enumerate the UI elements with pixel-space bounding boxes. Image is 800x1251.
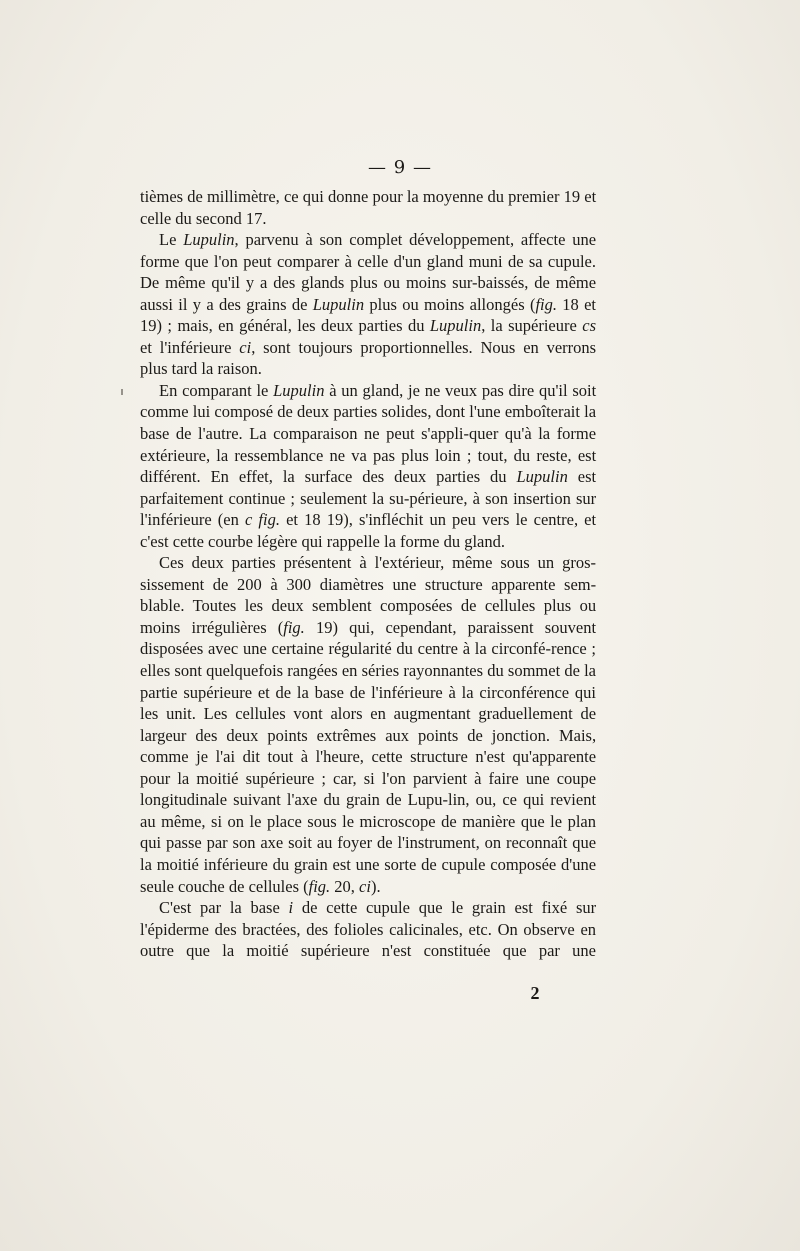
signature-mark: 2 <box>530 983 540 1003</box>
page-number: — 9 — <box>368 157 432 178</box>
paragraph-3: En comparant le Lupulin à un gland, je ne veux pas dire qu'il soit comme lui composé de deux parties solides, dont l'une emboîterait la base de l'autre. La comparaison ne peut s'appli-quer qu'à la forme extérieure, la ressemblance ne va pas plus loin ; tout, du reste, est différent. En effet, la surface des deux parties du Lupulin est parfaitement continue ; seulement la su-périeure, à son insertion sur l'inférieure (en c fig. et 18 19), s'infléchit un peu vers le centre, et c'est cette courbe légère qui rappelle la forme du gland. <box>140 380 597 551</box>
paragraph-2: Le Lupulin, parvenu à son complet développement, affecte une forme que l'on peut comparer à celle d'un gland muni de sa cupule. De même qu'il y a des glands plus ou moins sur-baissés, de même aussi il y a des grains de Lupulin plus ou moins allongés (fig. 18 et 19) ; mais, en général, les deux parties du Lupulin, la supérieure cs et l'inférieure ci, sont toujours proportionnelles. Nous en verrons plus tard la raison. <box>140 230 597 379</box>
paragraph-1: tièmes de millimètre, ce qui donne pour la moyenne du premier 19 et celle du second 17. <box>140 187 597 228</box>
paragraph-4: Ces deux parties présentent à l'extérieur, même sous un gros-sissement de 200 à 300 diamètres une structure apparente sem-blable. Toutes les deux semblent composées de cellules plus ou moins irrégulières (fig. 19) qui, cependant, paraissent souvent disposées avec une certaine régularité du centre à la circonfé-rence ; elles sont quelquefois rangées en séries rayonnantes du sommet de la partie supérieure et de la base de l'inférieure à la circonférence qui les unit. Les cellules vont alors en augmentant graduellement de largeur des deux points extrêmes aux points de jonction. Mais, comme je l'ai dit tout à l'heure, cette structure n'est qu'apparente pour la moitié supérieure ; car, si l'on parvient à faire une coupe longitudinale suivant l'axe du grain de Lupu-lin, ou, ce qui revient au même, si on le place sous le microscope de manière que le plan qui passe par son axe soit au foyer de l'instrument, on reconnaît que la moitié inférieure du grain est une sorte de cupule composée d'une seule couche de cellules (fig. 20, ci). <box>140 553 597 896</box>
paragraph-5: C'est par la base i de cette cupule que le grain est fixé sur l'épiderme des bractées, des folioles calicinales, etc. On observe en outre que la moitié supérieure n'est constituée que par une <box>140 898 597 961</box>
ink-speck <box>121 389 123 395</box>
body-text <box>140 186 596 962</box>
